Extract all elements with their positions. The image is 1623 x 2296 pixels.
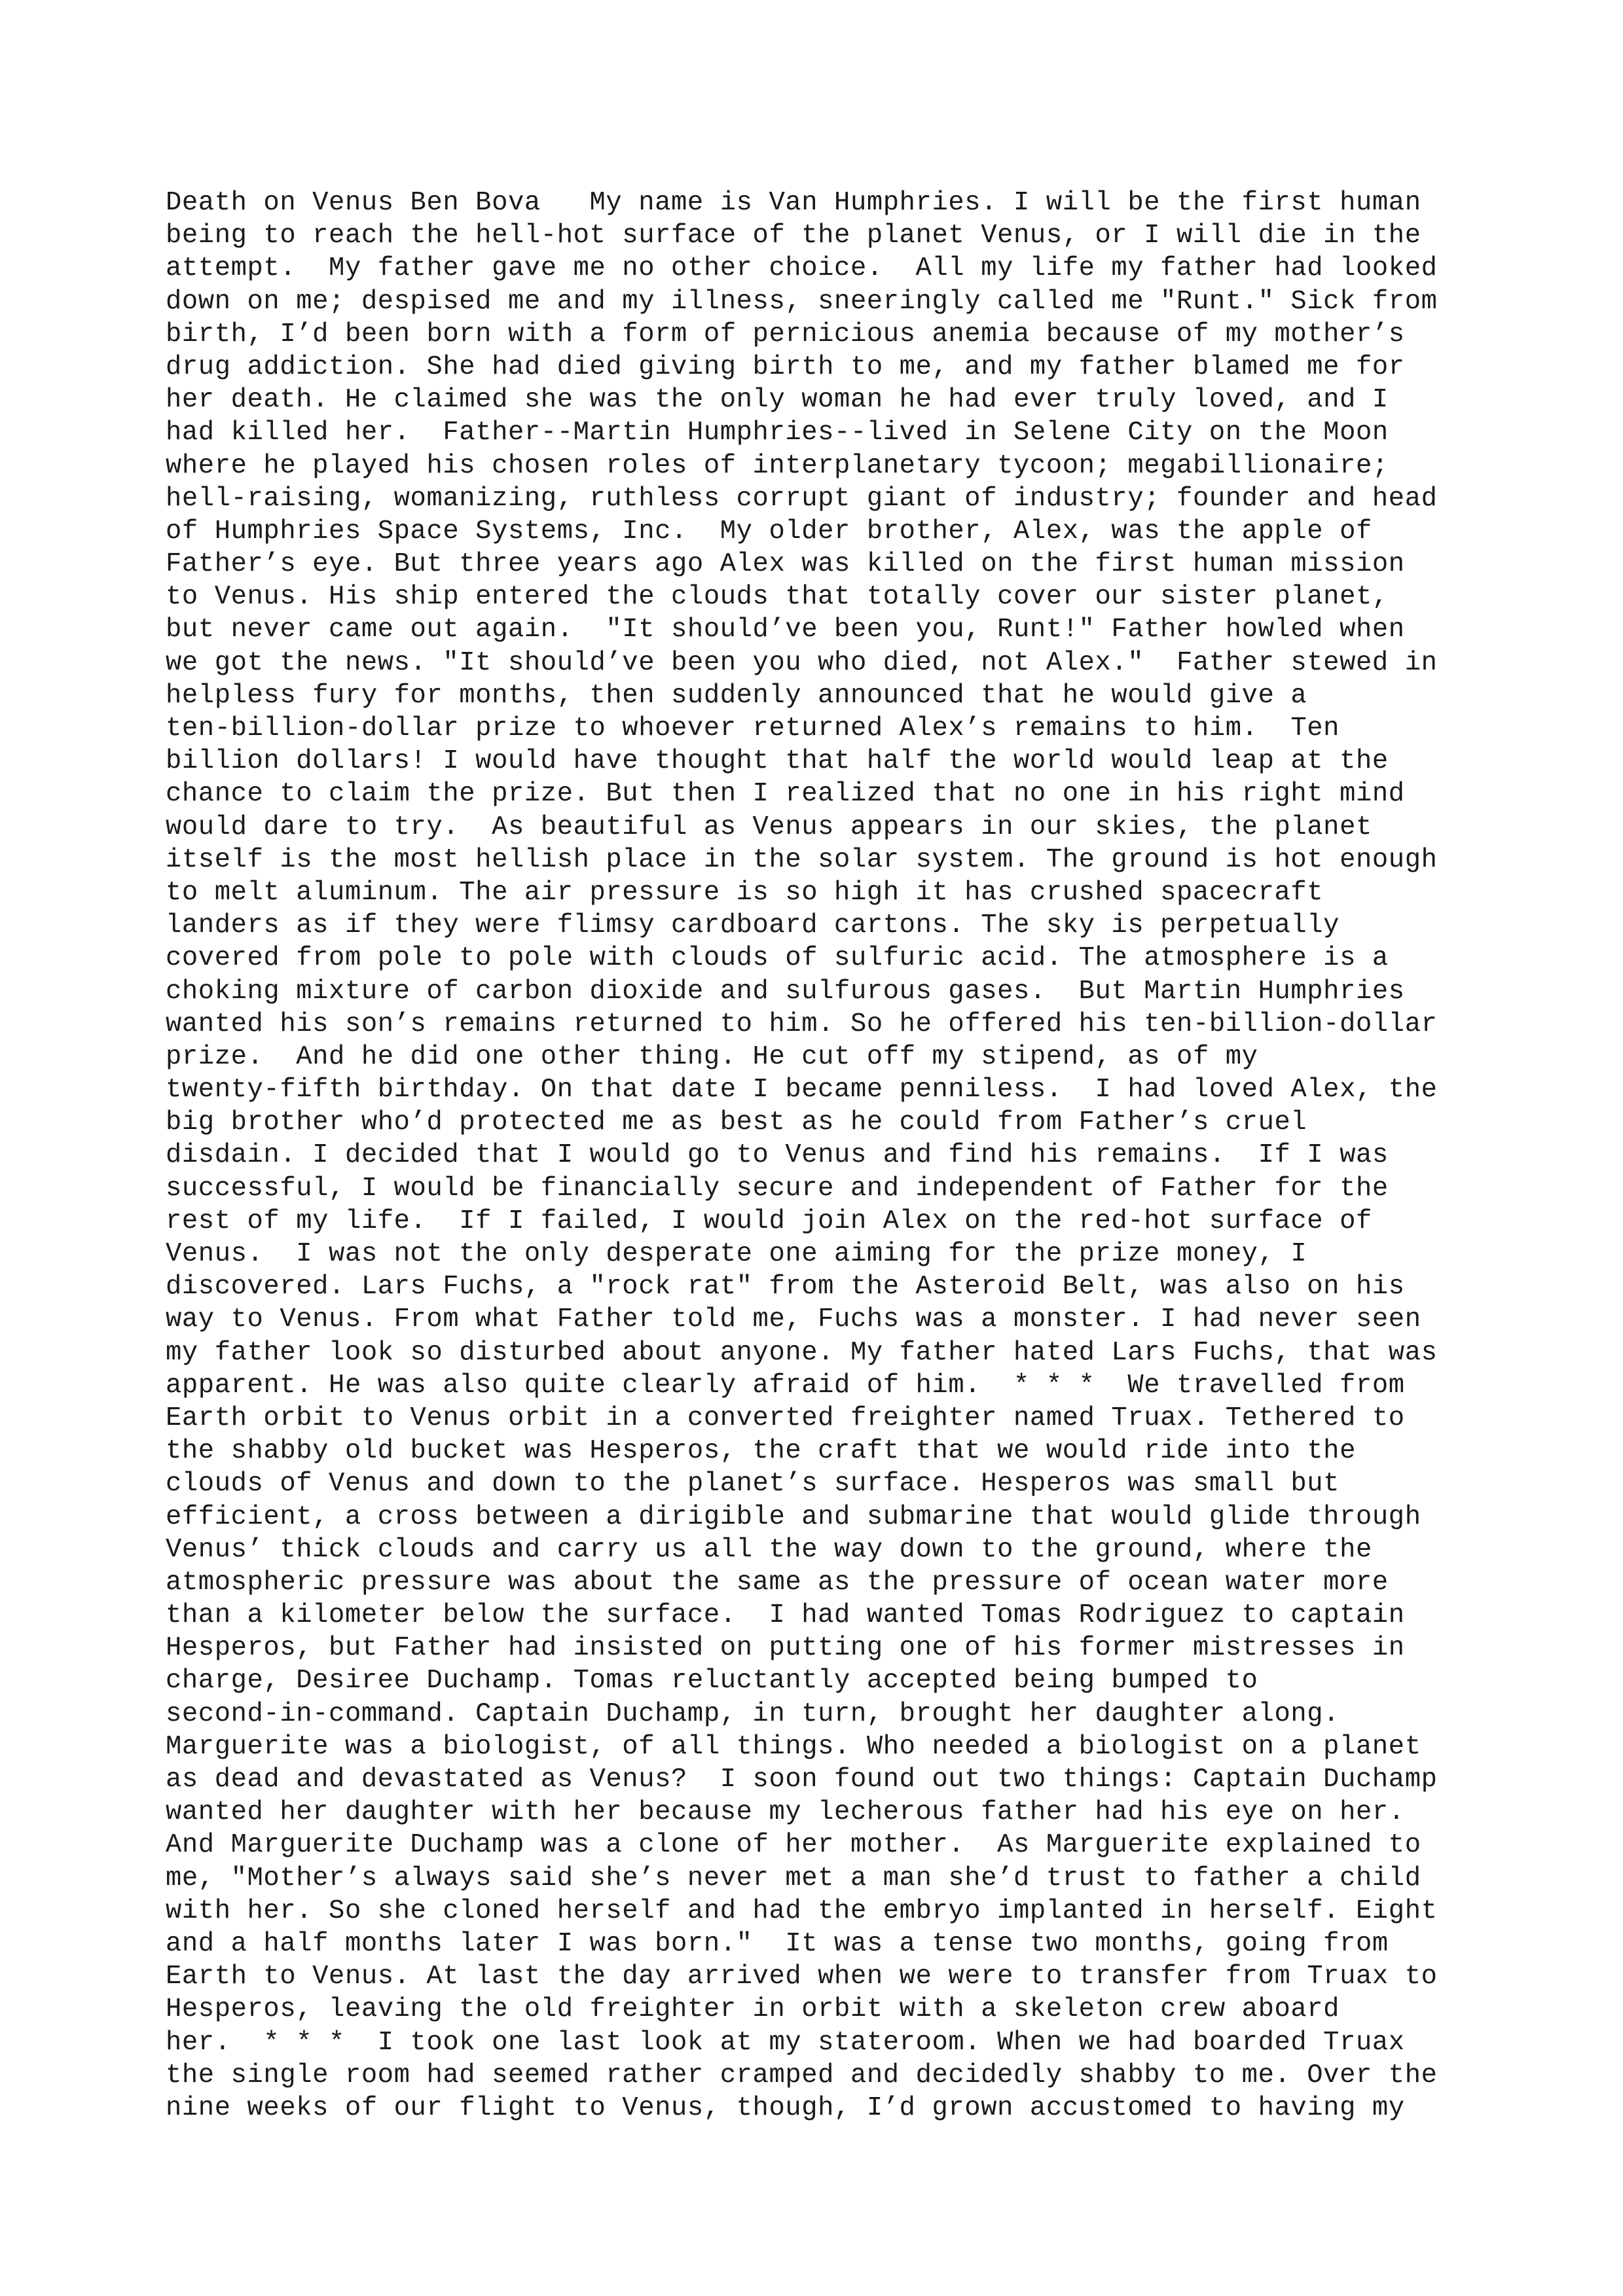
text-line: down on me; despised me and my illness, sneeringly called me "Runt." Sick from <box>166 286 1438 317</box>
text-line: chance to claim the prize. But then I realized that no one in his right mind <box>166 779 1405 810</box>
text-line: hell-raising, womanizing, ruthless corrupt giant of industry; founder and head <box>166 483 1438 514</box>
text-line: being to reach the hell-hot surface of the planet Venus, or I will die in the <box>166 221 1421 251</box>
text-line: big brother who’d protected me as best as he could from Father’s cruel <box>166 1107 1307 1138</box>
text-line: way to Venus. From what Father told me, Fuchs was a monster. I had never seen <box>166 1304 1421 1335</box>
body-text <box>166 187 1606 2125</box>
text-line: And Marguerite Duchamp was a clone of her mother. As Marguerite explained to <box>166 1830 1421 1861</box>
text-line: landers as if they were flimsy cardboard cartons. The sky is perpetually <box>166 910 1340 941</box>
text-line: birth, I’d been born with a form of pernicious anemia because of my mother’s <box>166 319 1405 350</box>
text-line: we got the news. "It should’ve been you who died, not Alex." Father stewed in <box>166 647 1438 678</box>
text-line: covered from pole to pole with clouds of sulfuric acid. The atmosphere is a <box>166 943 1389 974</box>
text-line: me, "Mother’s always said she’s never met a man she’d trust to father a child <box>166 1863 1421 1893</box>
text-line: second-in-command. Captain Duchamp, in turn, brought her daughter along. <box>166 1698 1340 1729</box>
text-line: the single room had seemed rather cramped and decidedly shabby to me. Over the <box>166 2060 1438 2090</box>
text-line: successful, I would be financially secure and independent of Father for the <box>166 1173 1389 1204</box>
text-line: but never came out again. "It should’ve been you, Runt!" Father howled when <box>166 615 1405 645</box>
text-line: helpless fury for months, then suddenly announced that he would give a <box>166 680 1307 711</box>
text-line: apparent. He was also quite clearly afraid of him. * * * We travelled from <box>166 1370 1405 1401</box>
text-line: itself is the most hellish place in the solar system. The ground is hot enough <box>166 844 1438 875</box>
text-line: choking mixture of carbon dioxide and sulfurous gases. But Martin Humphries <box>166 976 1405 1007</box>
text-line: to melt aluminum. The air pressure is so high it has crushed spacecraft <box>166 877 1324 908</box>
text-line: Venus’ thick clouds and carry us all the way down to the ground, where the <box>166 1534 1372 1565</box>
text-line: rest of my life. If I failed, I would join Alex on the red-hot surface of <box>166 1206 1372 1236</box>
text-line: Hesperos, leaving the old freighter in orbit with a skeleton crew aboard <box>166 1994 1340 2025</box>
text-line: my father look so disturbed about anyone. My father hated Lars Fuchs, that was <box>166 1337 1438 1368</box>
text-line: her death. He claimed she was the only woman he had ever truly loved, and I <box>166 385 1389 416</box>
text-line: disdain. I decided that I would go to Venus and find his remains. If I was <box>166 1140 1389 1171</box>
text-line: to Venus. His ship entered the clouds that totally cover our sister planet, <box>166 582 1389 613</box>
text-line: prize. And he did one other thing. He cut off my stipend, as of my <box>166 1041 1258 1072</box>
text-line: drug addiction. She had died giving birth to me, and my father blamed me for <box>166 351 1405 382</box>
text-line: had killed her. Father--Martin Humphries--lived in Selene City on the Moon <box>166 418 1389 448</box>
text-line: the shabby old bucket was Hesperos, the craft that we would ride into the <box>166 1436 1356 1467</box>
text-line: billion dollars! I would have thought that half the world would leap at the <box>166 746 1389 777</box>
text-line: wanted his son’s remains returned to him. So he offered his ten-billion-dollar <box>166 1009 1438 1039</box>
text-line: clouds of Venus and down to the planet’s surface. Hesperos was small but <box>166 1469 1340 1499</box>
text-line: Marguerite was a biologist, of all things. Who needed a biologist on a planet <box>166 1731 1421 1762</box>
text-line: where he played his chosen roles of interplanetary tycoon; megabillionaire; <box>166 450 1389 481</box>
text-line: nine weeks of our flight to Venus, though, I’d grown accustomed to having my <box>166 2092 1405 2123</box>
text-line: atmospheric pressure was about the same as the pressure of ocean water more <box>166 1567 1389 1598</box>
text-line: and a half months later I was born." It was a tense two months, going from <box>166 1928 1389 1959</box>
text-line: as dead and devastated as Venus? I soon found out two things: Captain Duchamp <box>166 1765 1438 1795</box>
text-line: wanted her daughter with her because my lecherous father had his eye on her. <box>166 1797 1405 1828</box>
text-line: would dare to try. As beautiful as Venus appears in our skies, the planet <box>166 812 1372 842</box>
text-line: with her. So she cloned herself and had the embryo implanted in herself. Eight <box>166 1895 1438 1926</box>
text-line: Earth orbit to Venus orbit in a converted freighter named Truax. Tethered to <box>166 1403 1405 1433</box>
text-line: twenty-fifth birthday. On that date I became penniless. I had loved Alex, the <box>166 1075 1438 1105</box>
text-line: Venus. I was not the only desperate one aiming for the prize money, I <box>166 1239 1307 1269</box>
text-line: Earth to Venus. At last the day arrived when we were to transfer from Truax to <box>166 1962 1438 1992</box>
text-line: of Humphries Space Systems, Inc. My older brother, Alex, was the apple of <box>166 516 1372 547</box>
text-line: than a kilometer below the surface. I had wanted Tomas Rodriguez to captain <box>166 1600 1405 1631</box>
text-line: Father’s eye. But three years ago Alex was killed on the first human mission <box>166 549 1405 580</box>
text-line: her. * * * I took one last look at my stateroom. When we had boarded Truax <box>166 2027 1405 2058</box>
text-line: Death on Venus Ben Bova My name is Van Humphries. I will be the first human <box>166 188 1421 218</box>
text-line: ten-billion-dollar prize to whoever returned Alex’s remains to him. Ten <box>166 713 1340 744</box>
text-line: Hesperos, but Father had insisted on putting one of his former mistresses in <box>166 1633 1405 1664</box>
text-line: charge, Desiree Duchamp. Tomas reluctantly accepted being bumped to <box>166 1666 1258 1696</box>
text-line: discovered. Lars Fuchs, a "rock rat" from the Asteroid Belt, was also on his <box>166 1272 1405 1302</box>
text-line: efficient, a cross between a dirigible and submarine that would glide through <box>166 1501 1421 1532</box>
text-line: attempt. My father gave me no other choice. All my life my father had looked <box>166 253 1438 284</box>
